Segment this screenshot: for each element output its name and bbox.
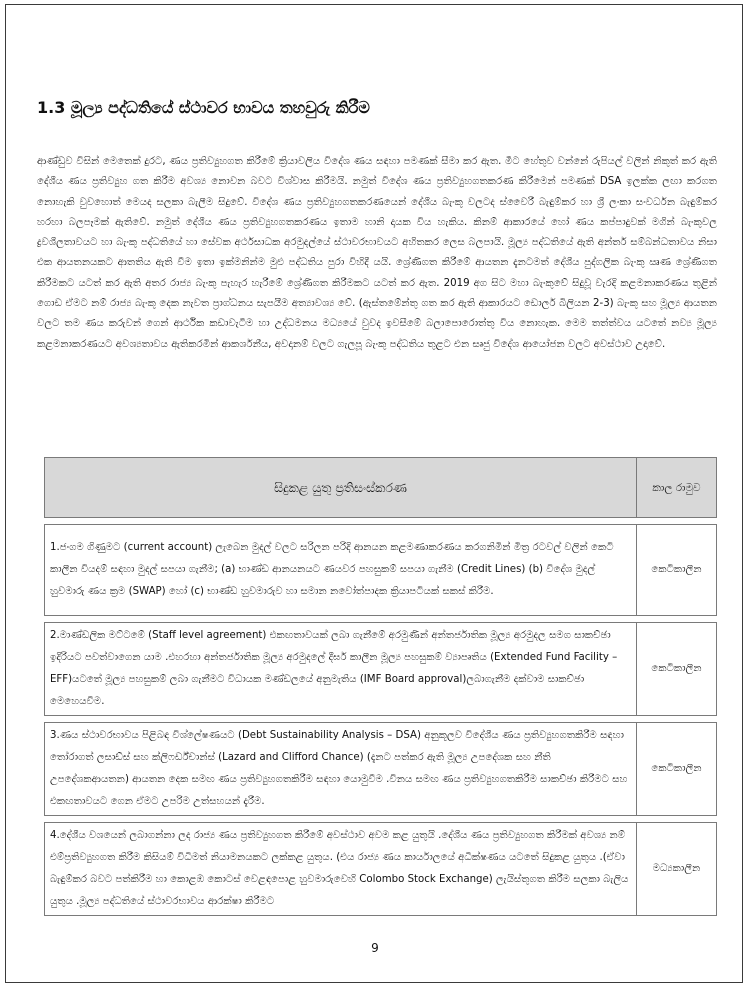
table-header-row — [45, 458, 717, 518]
reform-timeframe: මධ්‍යකාලීන — [637, 823, 717, 916]
reform-timeframe: කෙටිකාලීන — [637, 723, 717, 816]
table-spacer — [45, 816, 717, 823]
section-heading: 1.3 මූල්‍ය පද්ධතියේ ස්ථාවර භාවය තහවුරු කිරීම — [37, 98, 370, 117]
table-spacer — [45, 518, 717, 525]
reform-timeframe: කෙටිකාලීන — [637, 623, 717, 716]
intro-paragraph: ආණ්ඩුව විසින් මෙතෙක් දුරට, ණය ප්‍රතිව්‍යුහගත කිරීමේ ක්‍රියාවලිය විදේශ ණය සඳහා පමණක් සීමා කර ඇත. මීට හේතුව වන්නේ රුපියල් වලින් නිකුත් කර ඇති දේශීය ණය ප්‍රතිව්‍යුහ ගත කිරීම අවශ්‍ය නොවන බවට විශ්වාස කිරීමයි. නමුත් විදේශ ණය ප්‍රතිව්‍යුහගතකරණ කිරීමෙන් පමණක් DSA ඉලක්ක ලඟා කරගත නොහැකි වුවහොත් මෙයද සලකා බැලීම සිදුවේ. විදේශ ණය ප්‍රතිව්‍යුහගතකරණයෙන් දේශීය බැංකු වලටද ස්වෛරී බැඳුම්කර හා ශ්‍රී ලංකා සංවර්ධන බැඳුම්කර හරහා බලපෑමක් ඇතිවේ. නමුත් දේශීය ණය ප්‍රතිව්‍යුහගතකරණය ඉතාම හානි දායක විය හැකිය. කිනම් ආකාරයේ හෝ ණය කප්පාදුවක් මගින් බැංකුවල ද්‍රවශීලතාවයට හා බැංකු පද්ධතියේ හා සේවක අර්ථසාධක අරමුදල්යේ ස්ථාවරභාවයට අහිතකර ලෙස බලපායි. මූල්‍ය පද්ධතියේ ඇති අන්තර් සම්බන්ධතාවය නිසා එක ආයතනයකට ආතතිය ඇති වීම ඉතා ඉක්මනින්ම මුළු පද්ධතිය පුරා විහිදී යයි. ශ්‍රේණිගත කිරීමේ ආයතන දැනටමත් දේශීය පුද්ගලික බැංකු ඍණ ශ්‍රේණිගත කිරීමකට යටත් කර ඇති අතර රාජ්‍ය බැංකු පැහැර හැරීමේ ශ්‍රේණිගත කිරීමකට යටත් කර ඇත. 2019 අග සිට මහා බැංකුවේ සිදුවූ වැරදි කළමනාකරණය තුළින් ගොඩ ඒමට නම් රාජ්‍ය බැංකු දෙක නැවත ප්‍රාග්ධනය සැපයීම අත්‍යාවශ්‍ය වේ. (ඇස්තමේන්තු ගත කර ඇති ආකාරයට ඩොලර් බිලියන 2-3) බැංකු සහ මූල්‍ය ආයතන වලට තම ණය කරුවන් ගෙන් ආර්ථික කඩාවැටීම හා උද්ධමනය මධ්‍යයේ වුවද ඉවසීමේ බලාපොරොත්තු විය නොහැක. මෙම තත්ත්වය යටතේ නව්‍ය මූල්‍ය කළමනාකරණයට අවශ්‍යතාවය ඇතිකරමින් ආකර්ශනීය, අවදානම් වලට ගැලපූ බැංකු පද්ධතිය තුළට එන සෘජු විදේශ ආයෝජන වලට අවස්ථාව උදාවේ. — [37, 156, 717, 350]
header-reforms: සිදුකළ යුතු ප්‍රතිසංස්කරණ — [45, 458, 637, 518]
table-row — [45, 723, 717, 816]
reform-text: 2.මාණ්ඩලික මට්ටමේ (Staff level agreement) එකඟතාවයක් ලබා ගැනීමේ අරමුණින් අන්තර්ජාතික මූල්‍ය අරමුදල සමග සාකච්ඡා ඉදිරියට පවත්වාගෙන යාම .එහරහා අන්තර්ජාතික මූල්‍ය අරමුදලේ දීර්ඝ කාලීන මූල්‍ය පහසුකම් ව්‍යාපෘතිය (Extended Fund Facility – EFF)යටතේ මූල්‍ය පහසුකම් ලබා ගැනීමට විධායක මණ්ඩලයේ අනුමැතිය (IMF Board approval)ලබාගැනීම දක්වාම සාකච්ඡා මෙහෙයවීම. — [45, 623, 637, 716]
reform-timeframe: කෙටිකාලීන — [637, 525, 717, 616]
table-row — [45, 525, 717, 616]
header-timeframe: කාල රාමුව — [637, 458, 717, 518]
reform-text: 4.දේශීය වශයෙන් ලබාගන්නා ලද රාජ්‍ය ණය ප්‍රතිව්‍යුහගත කිරීමේ අවස්ථාව අවම කළ යුතුයි .දේශීය ණය ප්‍රතිව්‍යුහගත කිරීමක් අවශ්‍ය නම් එම්ප්‍රතිව්‍යුහගත කිරීම කිසියම් විධිමත් නියාමනයකට ලක්කළ යුතුය. (එය රාජ්‍ය ණය කාර්යාලයේ අධීක්ෂණය යටතේ සිදුකළ යුතුය .(ඒවා බැඳුම්කර බවට පත්කිරීම හා කොළඹ කොටස් වෙළඳපොළ හුවමාරුවෙහි Colombo Stock Exchange) ලැයිස්තුගත කිරීම සලකා බැලිය යුතුය .මූල්‍ය පද්ධතියේ ස්ථාවරභාවය ආරක්ෂා කිරීමට — [45, 823, 637, 916]
table-spacer — [45, 616, 717, 623]
table-spacer — [45, 716, 717, 723]
reform-text: 1.ජංගම ගිණුමට (current account) ලැබෙන මුදල් වලට සරිලන පරිදි ආනයන කළමණාකරණය කරගනිමින් මිත්‍ර රටවල් වලින් කෙටි කාලීන වියදම් සඳහා මුදල් සපයා ගැනීම; (a) භාණ්ඩ ආනයනයට ණයවර පහසුකම් සපයා ගැනීම (Credit Lines) (b) විදේශ මුදල් හුවමාරු ණය ක්‍රම (SWAP) හෝ (c) භාණ්ඩ හුවමාරුව හා සමාන නවෝත්පාදක ක්‍රියාපටියක් සකස් කිරීම. — [45, 525, 637, 616]
page-number: 9 — [371, 941, 379, 955]
reform-text: 3.ණය ස්ථාවරභාවය පිළිබඳ විශ්ලේෂණයට (Debt Sustainability Analysis – DSA) අනුකූලව විදේශීය ණය ප්‍රතිව්‍යුහගතකිරීම සඳහා තෝරාගත් ලසාඩ්ස් සහ ක්ලිෆර්ඩ්චාන්ස් (Lazard and Clifford Chance) (දැනට පත්කර ඇති මූල්‍ය උපදේශක සහ නීති උපදේශකආයතන) ආයතන දෙක සමඟ ණය ප්‍රතිව්‍යුහගතකිරීම සඳහා යොමුවීම .විනය සමඟ ණය ප්‍රතිව්‍යුහගතකිරීම සාකච්ඡා කිරීමට සහ එකඟතාවයට ගෙන ඒමට උපරිම උත්සහයන් දැරීම. — [45, 723, 637, 816]
table-row — [45, 623, 717, 716]
reforms-table — [44, 457, 717, 916]
table-row — [45, 823, 717, 916]
